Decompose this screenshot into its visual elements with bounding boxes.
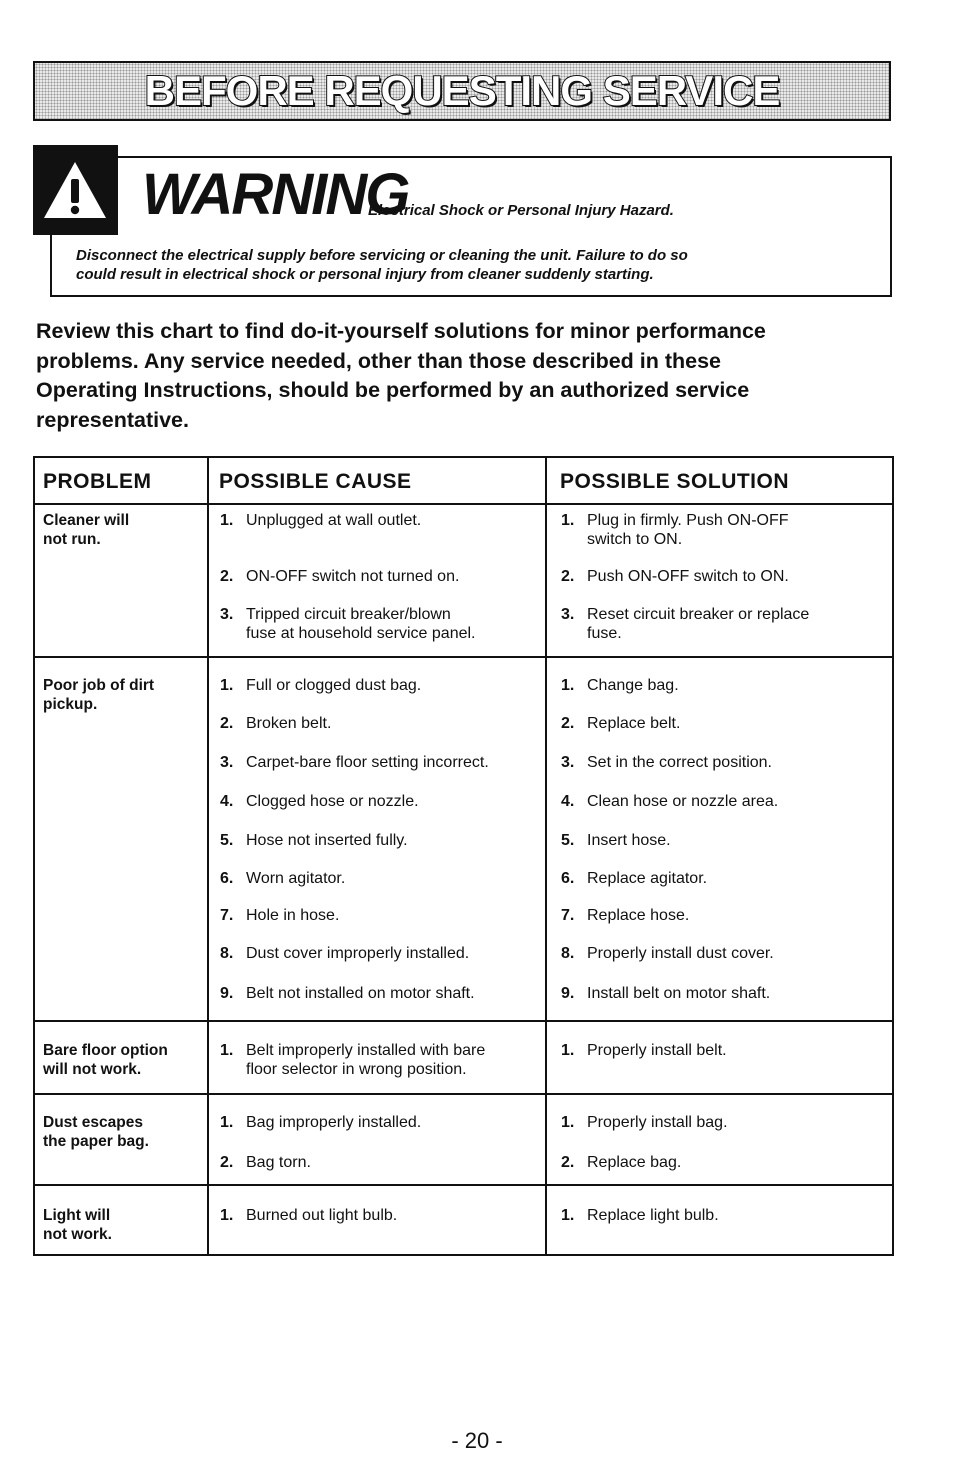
intro-line: representative. — [36, 407, 189, 432]
solution-text: Reset circuit breaker or replace — [587, 606, 810, 623]
intro-line: Operating Instructions, should be performed by an authorized service — [36, 378, 750, 402]
intro-paragraph — [36, 317, 856, 435]
warning-icon-block — [33, 145, 118, 235]
solution-text: Replace light bulb. — [587, 1207, 719, 1224]
solution-text: Plug in firmly. Push ON-OFF — [587, 512, 789, 529]
solution-text: Properly install belt. — [587, 1042, 727, 1059]
solution-item — [561, 1153, 881, 1172]
item-number: 2. — [561, 1154, 575, 1171]
solution-text: fuse. — [587, 625, 622, 642]
page-title: BEFORE REQUESTING SERVICE — [144, 67, 780, 114]
cause-item — [220, 1041, 550, 1079]
item-number: 1. — [220, 677, 234, 694]
item-number: 6. — [220, 870, 234, 887]
cause-item — [220, 1113, 550, 1132]
solution-item — [561, 906, 881, 925]
solution-text: Clean hose or nozzle area. — [587, 793, 779, 810]
row-divider — [35, 656, 892, 658]
solution-text: Properly install bag. — [587, 1114, 728, 1131]
item-number: 2. — [220, 568, 234, 585]
solution-text: Push ON-OFF switch to ON. — [587, 568, 789, 585]
header-divider — [35, 503, 892, 505]
cause-item — [220, 1206, 550, 1225]
problem-line: the paper bag. — [43, 1133, 149, 1150]
solution-item — [561, 714, 881, 733]
solution-item — [561, 605, 881, 643]
problem-cell — [43, 511, 208, 549]
cause-text: Hole in hose. — [246, 907, 340, 924]
solution-text: Change bag. — [587, 677, 679, 694]
header-problem: PROBLEM — [43, 470, 152, 493]
problem-line: Bare floor option — [43, 1042, 168, 1059]
item-number: 6. — [561, 870, 575, 887]
cause-item — [220, 792, 550, 811]
solution-item — [561, 869, 881, 888]
item-number: 4. — [561, 793, 575, 810]
item-number: 9. — [561, 985, 575, 1002]
cause-text: Bag torn. — [246, 1154, 311, 1171]
cause-item — [220, 567, 550, 586]
cause-item — [220, 869, 550, 888]
cause-text: Bag improperly installed. — [246, 1114, 422, 1131]
cause-text: Unplugged at wall outlet. — [246, 512, 422, 529]
problem-cell — [43, 1113, 208, 1151]
solution-item — [561, 676, 881, 695]
warning-subheading: Electrical Shock or Personal Injury Hazard. — [368, 202, 674, 219]
header-possible-cause: POSSIBLE CAUSE — [219, 470, 412, 493]
solution-item — [561, 831, 881, 850]
item-number: 3. — [220, 754, 234, 771]
item-number: 1. — [561, 677, 575, 694]
cause-text: Belt improperly installed with bare — [246, 1042, 486, 1059]
problem-line: will not work. — [43, 1061, 142, 1078]
cause-text: Hose not inserted fully. — [246, 832, 408, 849]
solution-text: Replace belt. — [587, 715, 681, 732]
cause-text: Carpet-bare floor setting incorrect. — [246, 754, 489, 771]
item-number: 8. — [220, 945, 234, 962]
problem-line: Cleaner will — [43, 512, 130, 529]
cause-item — [220, 944, 550, 963]
cause-text: Belt not installed on motor shaft. — [246, 985, 475, 1002]
problem-line: not work. — [43, 1226, 112, 1243]
cause-text: Burned out light bulb. — [246, 1207, 398, 1224]
item-number: 1. — [220, 1114, 234, 1131]
solution-text: Set in the correct position. — [587, 754, 772, 771]
troubleshooting-table — [33, 456, 894, 1256]
solution-item — [561, 984, 881, 1003]
cause-item — [220, 831, 550, 850]
cause-text: floor selector in wrong position. — [246, 1061, 467, 1078]
warning-triangle-icon — [41, 159, 109, 221]
cause-item — [220, 676, 550, 695]
item-number: 7. — [220, 907, 234, 924]
item-number: 4. — [220, 793, 234, 810]
problem-line: not run. — [43, 531, 101, 548]
cause-item — [220, 984, 550, 1003]
cause-item — [220, 511, 550, 530]
item-number: 1. — [220, 1207, 234, 1224]
warning-heading: WARNING — [142, 162, 409, 227]
item-number: 5. — [220, 832, 234, 849]
warning-text-line: could result in electrical shock or personal injury from cleaner suddenly starting. — [76, 266, 654, 283]
intro-line: problems. Any service needed, other than those described in these — [36, 348, 722, 373]
item-number: 1. — [220, 512, 234, 529]
problem-line: Light will — [43, 1207, 111, 1224]
cause-text: Broken belt. — [246, 715, 332, 732]
problem-line: Poor job of dirt — [43, 677, 155, 694]
page-number: - 20 - — [451, 1428, 503, 1453]
item-number: 8. — [561, 945, 575, 962]
solution-text: Replace agitator. — [587, 870, 708, 887]
cause-text: fuse at household service panel. — [246, 625, 476, 642]
solution-text: Install belt on motor shaft. — [587, 985, 771, 1002]
item-number: 1. — [220, 1042, 234, 1059]
solution-item — [561, 1206, 881, 1225]
warning-text-line: Disconnect the electrical supply before servicing or cleaning the unit. Failure to do so — [76, 247, 688, 264]
cause-text: Clogged hose or nozzle. — [246, 793, 419, 810]
solution-text: switch to ON. — [587, 531, 683, 548]
item-number: 3. — [561, 754, 575, 771]
solution-item — [561, 753, 881, 772]
problem-cell — [43, 676, 208, 714]
problem-line: Dust escapes — [43, 1114, 143, 1131]
item-number: 9. — [220, 985, 234, 1002]
solution-item — [561, 567, 881, 586]
solution-text: Replace bag. — [587, 1154, 682, 1171]
warning-text — [76, 246, 876, 284]
problem-cell — [43, 1206, 208, 1244]
item-number: 2. — [220, 1154, 234, 1171]
row-divider — [35, 1020, 892, 1022]
item-number: 1. — [561, 1114, 575, 1131]
solution-item — [561, 944, 881, 963]
item-number: 3. — [561, 606, 575, 623]
row-divider — [35, 1184, 892, 1186]
item-number: 1. — [561, 1042, 575, 1059]
cause-item — [220, 1153, 550, 1172]
cause-text: Worn agitator. — [246, 870, 346, 887]
item-number: 7. — [561, 907, 575, 924]
cause-item — [220, 753, 550, 772]
item-number: 2. — [561, 568, 575, 585]
solution-text: Properly install dust cover. — [587, 945, 774, 962]
item-number: 1. — [561, 512, 575, 529]
cause-item — [220, 714, 550, 733]
problem-line: pickup. — [43, 696, 98, 713]
solution-item — [561, 1041, 881, 1060]
title-banner — [33, 61, 891, 121]
item-number: 2. — [561, 715, 575, 732]
intro-line: Review this chart to find do-it-yourself solutions for minor performance — [36, 319, 766, 343]
item-number: 2. — [220, 715, 234, 732]
header-possible-solution: POSSIBLE SOLUTION — [560, 470, 790, 493]
cause-item — [220, 605, 550, 643]
item-number: 1. — [561, 1207, 575, 1224]
cause-text: Full or clogged dust bag. — [246, 677, 422, 694]
solution-item — [561, 1113, 881, 1132]
cause-text: Tripped circuit breaker/blown — [246, 606, 451, 623]
cause-item — [220, 906, 550, 925]
solution-text: Replace hose. — [587, 907, 690, 924]
item-number: 3. — [220, 606, 234, 623]
cause-text: Dust cover improperly installed. — [246, 945, 470, 962]
problem-cell — [43, 1041, 208, 1079]
row-divider — [35, 1093, 892, 1095]
item-number: 5. — [561, 832, 575, 849]
solution-text: Insert hose. — [587, 832, 671, 849]
cause-text: ON-OFF switch not turned on. — [246, 568, 460, 585]
solution-item — [561, 511, 881, 549]
solution-item — [561, 792, 881, 811]
